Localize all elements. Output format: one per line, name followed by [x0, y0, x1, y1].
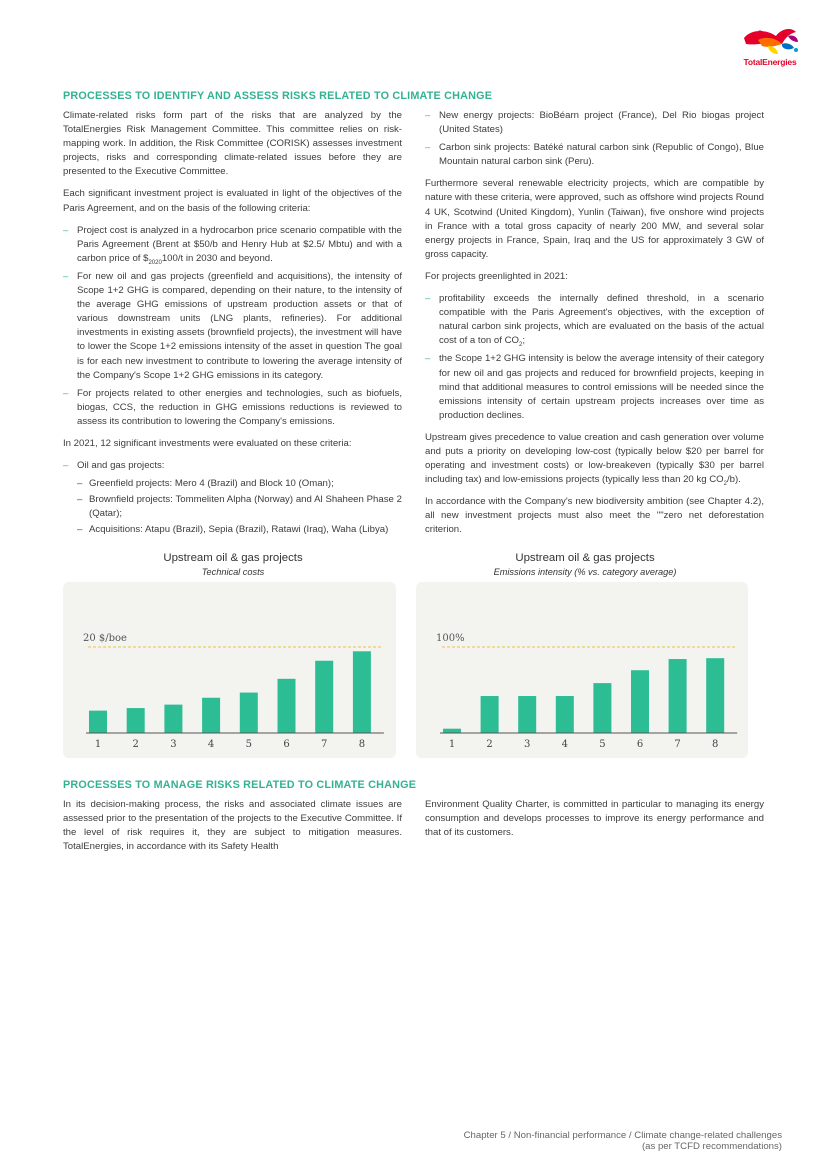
paragraph: In its decision-making process, the risks and associated climate issues are assessed prior to the presentation of the projects to the Executive Committee. If the level of risk requires it, they are subject to mitigation measures. TotalEnergies, in accordance with its Safety Health [63, 799, 402, 853]
footer-line: Chapter 5 / Non-financial performance / Climate change-related challenges [463, 1130, 782, 1141]
chart-subtitle-technical-costs: Technical costs [201, 567, 265, 577]
left-column [63, 109, 402, 546]
projects-list [425, 109, 764, 169]
paragraph: Environment Quality Charter, is committed in particular to managing its energy consumption and develops processes to improve its energy performance and that of its customers. [425, 799, 764, 839]
chart-subtitle-emissions-intensity: Emissions intensity (% vs. category average) [493, 567, 677, 577]
right-column-section2 [425, 798, 764, 848]
list-item: – Oil and gas projects: – Greenfield projects: Mero 4 (Brazil) and Block 10 (Oman); – Brownfield projects: Tommeliten Alpha (Norway) and Al Shaheen Phase 2 (Qatar); – Acquisitions: Atapu (Brazil), Sepia (Brazil), Ratawi (Iraq), Waha (Libya) [63, 459, 402, 537]
x-tick-label: 1 [94, 739, 102, 750]
x-tick-label: 5 [599, 739, 606, 750]
left-column-section2 [63, 798, 402, 862]
paragraph: Furthermore several renewable electricity projects, which are compatible by nature with these criteria, were approved, such as offshore wind projects Round 4 UK, Scotwind (United Kingdom), Yunlin (Taiwan), five onshore wind projects in France with a total gross capacity of nearly 200 MW, and several solar energy projects in France, Spain, Iraq and the US for approximately 3 GW of gross capacity. [425, 178, 764, 260]
x-tick-label: 6 [636, 739, 644, 750]
paragraph: Upstream gives precedence to value creation and cash generation over volume and puts a priority on developing low-cost (typically below $20 per barrel for operating and investment costs) or low-breakeven (typically $30 per barrel including tax) and low-emissions projects (typically less than 20 kg $CO_2/b$). [425, 431, 764, 488]
bar-6 [631, 670, 649, 733]
bar-7 [315, 661, 333, 733]
logo-wordmark: TotalEnergies [743, 57, 797, 67]
x-tick-label: 7 [321, 739, 328, 750]
bar-7 [669, 659, 687, 733]
footer-line: (as per TCFD recommendations) [641, 1141, 782, 1152]
paragraph: In 2021, 12 significant investments were evaluated on these criteria: [63, 437, 352, 449]
sub-list [77, 477, 402, 537]
list-item: – the Scope 1+2 GHG intensity is below the average intensity of their category for new oil and gas projects and reduced for brownfield projects, keeping in mind that additional measures to control emissions will be needed since the emissions intensity of certain upstream projects increases over time as production declines. [425, 352, 764, 422]
investments-list [63, 459, 402, 537]
chart-title-technical-costs: Upstream oil & gas projects [163, 552, 303, 564]
x-tick-label: 4 [207, 739, 215, 750]
list-item: – Project cost is analyzed in a hydrocarbon price scenario compatible with the Paris Agreement (Brent at $50/b and Henry Hub at $2.5/ Mbtu) and with a carbon price of $\$_{2020}100/t$ in 2030 and beyond. [63, 224, 402, 266]
bar-8 [706, 658, 724, 733]
reference-line-label: 20 $/boe [83, 633, 127, 644]
x-tick-label: 6 [283, 739, 290, 750]
x-tick-label: 3 [524, 739, 531, 750]
bar-5 [240, 693, 258, 733]
page-footer [464, 1130, 782, 1152]
bar-1 [89, 711, 107, 733]
chart-technical-costs [63, 582, 396, 758]
x-tick-label: 8 [358, 739, 366, 750]
x-tick-label: 2 [486, 739, 493, 750]
bar-2 [127, 708, 145, 733]
list-item: – profitability exceeds the internally defined threshold, in a scenario compatible with the Paris Agreement's objectives, with the exception of natural carbon sink projects, which are evaluated on the basis of the actual cost of a ton of $CO_2$; [425, 292, 764, 348]
x-tick-label: 2 [132, 739, 139, 750]
sub-list-item: – Greenfield projects: Mero 4 (Brazil) and Block 10 (Oman); [77, 477, 402, 491]
x-tick-label: 4 [561, 739, 568, 750]
emissions-intensity-bar-chart [416, 582, 748, 758]
chart-title-emissions-intensity: Upstream oil & gas projects [515, 552, 655, 564]
criteria-list [63, 224, 402, 429]
list-item: – Carbon sink projects: Batéké natural carbon sink (Republic of Congo), Blue Mountain natural carbon sink (Peru). [425, 141, 764, 169]
right-column [425, 109, 764, 546]
bar-4 [202, 698, 220, 733]
sub-list-item: – Brownfield projects: Tommeliten Alpha (Norway) and Al Shaheen Phase 2 (Qatar); [77, 493, 402, 521]
bar-6 [278, 679, 296, 733]
x-tick-label: 8 [712, 739, 719, 750]
bar-3 [518, 696, 536, 733]
sub-list-item: – Acquisitions: Atapu (Brazil), Sepia (Brazil), Ratawi (Iraq), Waha (Libya) [77, 523, 402, 537]
list-item: – For new oil and gas projects (greenfield and acquisitions), the intensity of Scope 1+2 GHG is compared, depending on their nature, to the intensity of the average GHG emissions of upstream production assets or that of various downstream units (LNG plants, refineries). For additional investments in existing assets (brownfield projects), the investment will have to lower the Scope 1+2 emissions intensity of the asset in question The goal is for each new investment to contribute to lowering the average intensity of the Company's Scope 1+2 GHG emissions in its category. [63, 270, 402, 383]
bar-2 [481, 696, 499, 733]
bar-1 [443, 729, 461, 733]
paragraph: Climate-related risks form part of the risks that are analyzed by the TotalEnergies Risk Management Committee. This committee relies on risk-mapping work. In addition, the Risk Committee (CORISK) assesses investment projects, risks and corresponding climate-related issues before they are presented to the Executive Committee. [63, 110, 402, 178]
greenlight-list [425, 292, 764, 423]
paragraph: For projects greenlighted in 2021: [425, 270, 568, 282]
reference-line-label: 100% [436, 633, 465, 644]
section-heading-manage-risks: PROCESSES TO MANAGE RISKS RELATED TO CLIMATE CHANGE [63, 779, 417, 791]
x-tick-label: 5 [245, 739, 252, 750]
list-item: – New energy projects: BioBéarn project (France), Del Rio biogas project (United States) [425, 109, 764, 137]
chart-emissions-intensity [416, 582, 748, 758]
x-tick-label: 7 [674, 739, 681, 750]
bar-4 [556, 696, 574, 733]
section-heading-identify-risks: PROCESSES TO IDENTIFY AND ASSESS RISKS RELATED TO CLIMATE CHANGE [63, 90, 493, 102]
technical-costs-bar-chart [63, 582, 396, 758]
bar-8 [353, 651, 371, 733]
bar-5 [593, 683, 611, 733]
paragraph: In accordance with the Company's new biodiversity ambition (see Chapter 4.2), all new investment projects must also meet the ""zero net deforestation criterion. [425, 496, 764, 536]
x-tick-label: 1 [448, 739, 456, 750]
paragraph: Each significant investment project is evaluated in light of the objectives of the Paris Agreement, and on the basis of the following criteria: [63, 188, 402, 214]
x-tick-label: 3 [170, 739, 177, 750]
bar-3 [164, 705, 182, 733]
list-item: – For projects related to other energies and technologies, such as biofuels, biogas, CCS, the reduction in GHG emissions reductions is reviewed to assess its contribution to lowering the Company's emissions. [63, 387, 402, 429]
